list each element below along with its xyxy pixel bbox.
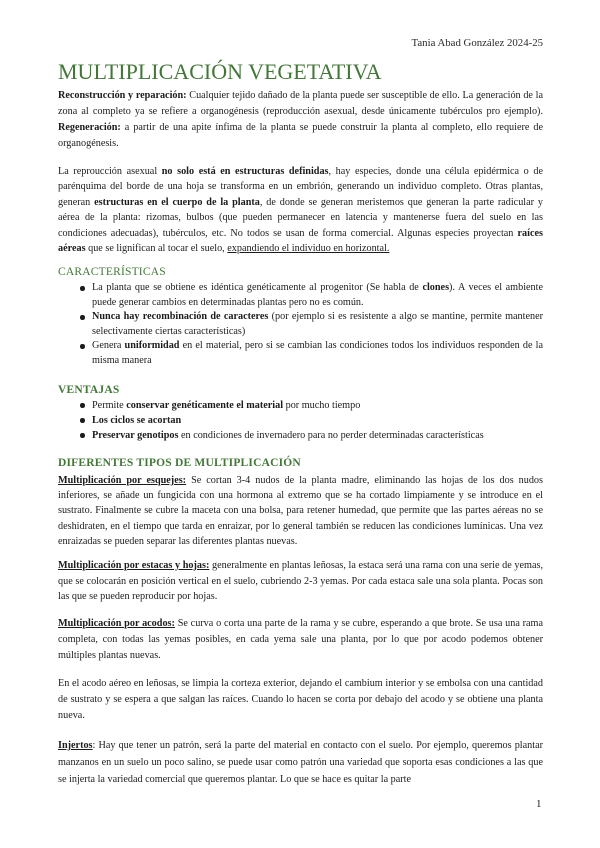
list-item (92, 413, 543, 428)
term-uniformidad: uniformidad (124, 340, 180, 352)
paragraph-injertos (58, 737, 543, 788)
paragraph-text: (por ejemplo si es resistente a algo se mantine, permite mantener selectivamente ciertas características) (92, 311, 543, 337)
paragraph-text: La planta que se obtiene es idéntica genéticamente al progenitor (Se habla de (92, 282, 423, 293)
term-clones: clones (422, 282, 450, 293)
paragraph-text: a partir de una apite ínfima de la planta se puede construir la planta al completo, ello requiere de organogénesis. (58, 122, 543, 149)
paragraph-text: que se lignifican al tocar el suelo, (85, 243, 228, 255)
paragraph-reproduccion-asexual (58, 164, 543, 256)
section-heading-ventajas: VENTAJAS (58, 384, 120, 396)
paragraph-estacas (58, 558, 543, 605)
list-item (92, 310, 543, 339)
bold-text: conservar genéticamente el material (126, 400, 284, 411)
paragraph-text: por mucho tiempo (283, 400, 361, 411)
bold-text: no solo está en estructuras definidas (161, 166, 329, 177)
paragraph-text: generalmente en plantas leñosas, la estaca será una rama con una serie de yemas, que se colocarán en posición vertical en el suelo, cubriendo 2-3 yemas. Por cada estaca sale una sola planta. Pocas son las que se pueden reproducir por hojas. (58, 560, 543, 602)
paragraph-text: Permite (92, 400, 127, 411)
bold-text: Nunca hay recombinación de caracteres (92, 311, 269, 323)
paragraph-acodo-aereo: En el acodo aéreo en leñosas, se limpia la corteza exterior, dejando el cambium interior y se embolsa con una cantidad de sustrato y se espera a que salgan las raíces. Cuando lo hacen se corta por debajo del acodo y se obtiene una planta nueva. (58, 678, 543, 721)
term-reconstruccion-reparacion: Reconstrucción y reparación: (58, 90, 187, 101)
paragraph-text: , hay especies, donde una célula epidérmica o de parénquima del borde de una hoja se transforma en un embrión, generando un individuo completo. Otras plantas, generan (58, 166, 543, 208)
page-number: 1 (536, 798, 542, 810)
paragraph-text: : Hay que tener un patrón, será la parte del material en contacto con el suelo. Por ejemplo, queremos plantar manzanos en un suelo un poco salino, se puede usar como patrón una variedad que soporta esas condiciones a las que se injerta la variedad comercial que queremos plantar. Lo que se hace es quitar la parte (58, 740, 543, 785)
paragraph-text: , de donde se generan meristemos que generan la parte radicular y aérea de la planta: rizomas, bulbos (que pueden permanecer en latencia y mantenerse fuera del suelo en las condiciones adecuadas), tubérculos, etc. No todos se usan de forma comercial. Algunas especies proyectan (58, 196, 543, 239)
list-item (92, 398, 543, 413)
page-title: MULTIPLICACIÓN VEGETATIVA (58, 59, 382, 84)
paragraph-text: en condiciones de invernadero para no perder determinadas características (178, 430, 484, 441)
list-item (92, 339, 543, 368)
paragraph-text: Se curva o corta una parte de la rama y se cubre, esperando a que brote. Se usa una rama completa, con todas las yemas posibles, en cada yema sale una planta, por lo que por acodo podemos obtener múltiples plantas nuevas. (58, 618, 544, 661)
subheading-injertos: Injertos (58, 740, 93, 751)
paragraph-text: Genera (92, 340, 125, 352)
term-raices-aereas: raíces aéreas (58, 227, 543, 255)
paragraph-text: Cualquier tejido dañado de la planta puede ser susceptible de ello. La generación de la zona al completo ya se refiere a organogénesis (reproducción asexual, desde únicamente tubérculos pro ejemplo). (58, 90, 543, 117)
bold-text: Preservar genotipos (92, 430, 179, 441)
underlined-text: expandiendo el individuo en horizontal. (227, 243, 390, 255)
paragraph-text: ). A veces el ambiente puede generar cambios en determinadas plantas pero no es común. (92, 282, 543, 308)
bold-text: Los ciclos se acortan (92, 415, 182, 426)
paragraph-acodos (58, 616, 543, 664)
author-year-header: Tania Abad González 2024-25 (411, 37, 543, 49)
section-heading-caracteristicas: CARACTERÍSTICAS (58, 266, 166, 278)
list-item (92, 428, 543, 443)
paragraph-reconstruccion (58, 88, 543, 152)
caracteristicas-list (92, 281, 543, 369)
section-heading-tipos: DIFERENTES TIPOS DE MULTIPLICACIÓN (58, 457, 301, 469)
paragraph-text: Se cortan 3-4 nudos de la planta madre, eliminando las hojas de los dos nudos inferiores, se añade un fungicida con una hormona al extremo que se ha cortado limpiamente y se introduce en el sustrato. Finalmente se cubre la maceta con una bolsa, para retener humedad, que permite que las partes aéreas no se deshidraten, en el tiempo que tarda en enraizar, por lo general también se reducen las condiciones lumínicas. Una vez enraizadas se pueden separar las diferentes plantas nuevas. (58, 475, 543, 547)
subheading-estacas: Multiplicación por estacas y hojas: (58, 560, 210, 571)
term-regeneracion: Regeneración: (58, 122, 121, 133)
subheading-acodos: Multiplicación por acodos: (58, 618, 175, 629)
list-item (92, 281, 543, 310)
subheading-esquejes: Multiplicación por esquejes: (58, 475, 187, 486)
paragraph-esquejes (58, 473, 543, 549)
paragraph-text: en el material, pero si se cambian las condiciones todos los individuos responden de la misma manera (92, 340, 543, 366)
ventajas-list (92, 398, 543, 443)
paragraph-text: La reproucción asexual (58, 166, 162, 177)
bold-text: estructuras en el cuerpo de la planta (94, 196, 260, 208)
